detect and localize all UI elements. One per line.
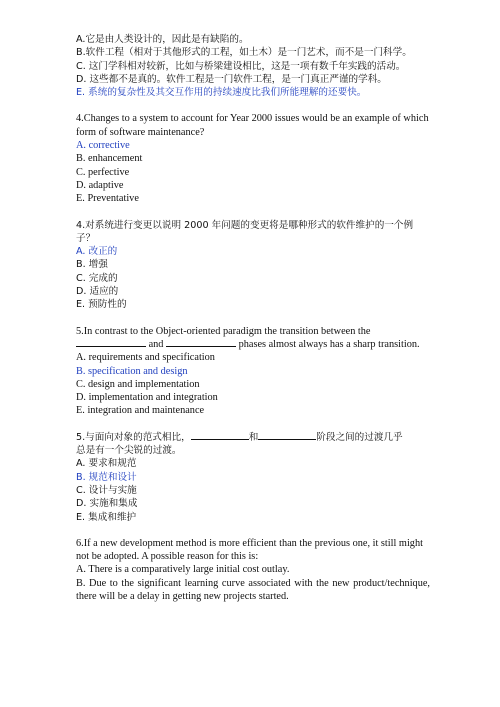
question-text-line-1: 4.对系统进行变更以说明 2000 年问题的变更将是哪种形式的软件维护的一个例 [76,219,414,231]
question-text-end: 阶段之间的过渡几乎 [316,431,403,443]
question-text-and: and [146,338,167,350]
option-a: A.它是由人类设计的，因此是有缺陷的。 [76,34,249,45]
fill-in-blank-1 [191,439,249,440]
question-text-and: 和 [248,431,259,443]
option-e-correct-answer: E. 系统的复杂性及其交互作用的持续速度比我们所能理解的还要快。 [76,87,367,99]
question-text-line-1: 4.Changes to a system to account for Year 2000 issues would be an example of which [76,113,429,125]
option-a: A. There is a comparatively large initial cost outlay. [76,564,290,576]
option-e: E. Preventative [76,193,139,205]
option-c: C. 完成的 [76,272,118,284]
question-text-line-1 [76,431,430,444]
question-text-line-2 [76,338,430,351]
question-text-line-1: 6.If a new development method is more efficient than the previous one, it still might [76,537,423,549]
option-a-correct-answer: A. 改正的 [76,246,118,258]
question-text-end: phases almost always has a sharp transition. [236,338,420,350]
question-text-line-2: 子？ [76,232,96,244]
option-b-correct-answer: B. specification and design [76,365,188,377]
fill-in-blank-1 [76,346,146,347]
question-text-line-1: 5.In contrast to the Object-oriented paradigm the transition between the [76,325,371,337]
option-b: B. Due to the significant learning curve associated with the new product/technique, there will be a delay in getting new projects started. [76,577,430,602]
option-a-correct-answer: A. corrective [76,140,130,152]
question-text-line-2: 总是有一个尖锐的过渡。 [76,445,182,457]
fill-in-blank-2 [166,346,236,347]
option-b-correct-answer: B. 规范和设计 [76,471,137,483]
question-block-q0 [76,33,430,99]
option-e: E. 预防性的 [76,299,127,311]
question-text-line-2: not be adopted. A possible reason for this is: [76,551,259,563]
fill-in-blank-2 [258,439,316,440]
question-text-line-2: form of software maintenance? [76,126,205,138]
question-block-q4-cn [76,219,430,312]
question-block-q4-en [76,112,430,205]
question-block-q5-en [76,325,430,418]
option-a: A. 要求和规范 [76,458,137,470]
option-c: C. 这门学科相对较新，比如与桥梁建设相比，这是一项有数千年实践的活动。 [76,60,406,72]
option-b: B. enhancement [76,153,143,165]
question-block-q5-cn [76,431,430,524]
option-c: C. design and implementation [76,378,200,390]
option-a: A. requirements and specification [76,352,215,364]
option-d: D. 适应的 [76,286,119,298]
option-d: D. 这些都不是真的。软件工程是一门软件工程，是一门真正严谨的学科。 [76,73,387,85]
question-text-start: 5.与面向对象的范式相比， [76,431,191,443]
question-block-q6-en [76,537,430,603]
option-d: D. 实施和集成 [76,498,138,510]
option-c: C. 设计与实施 [76,484,137,496]
option-b: B. 增强 [76,259,108,271]
option-d: D. implementation and integration [76,392,218,404]
option-c: C. perfective [76,166,130,178]
option-d: D. adaptive [76,179,124,191]
option-b: B.软件工程（相对于其他形式的工程，如土木）是一门艺术，而不是一门科学。 [76,47,412,59]
option-e: E. 集成和维护 [76,511,137,523]
option-e: E. integration and maintenance [76,405,205,417]
